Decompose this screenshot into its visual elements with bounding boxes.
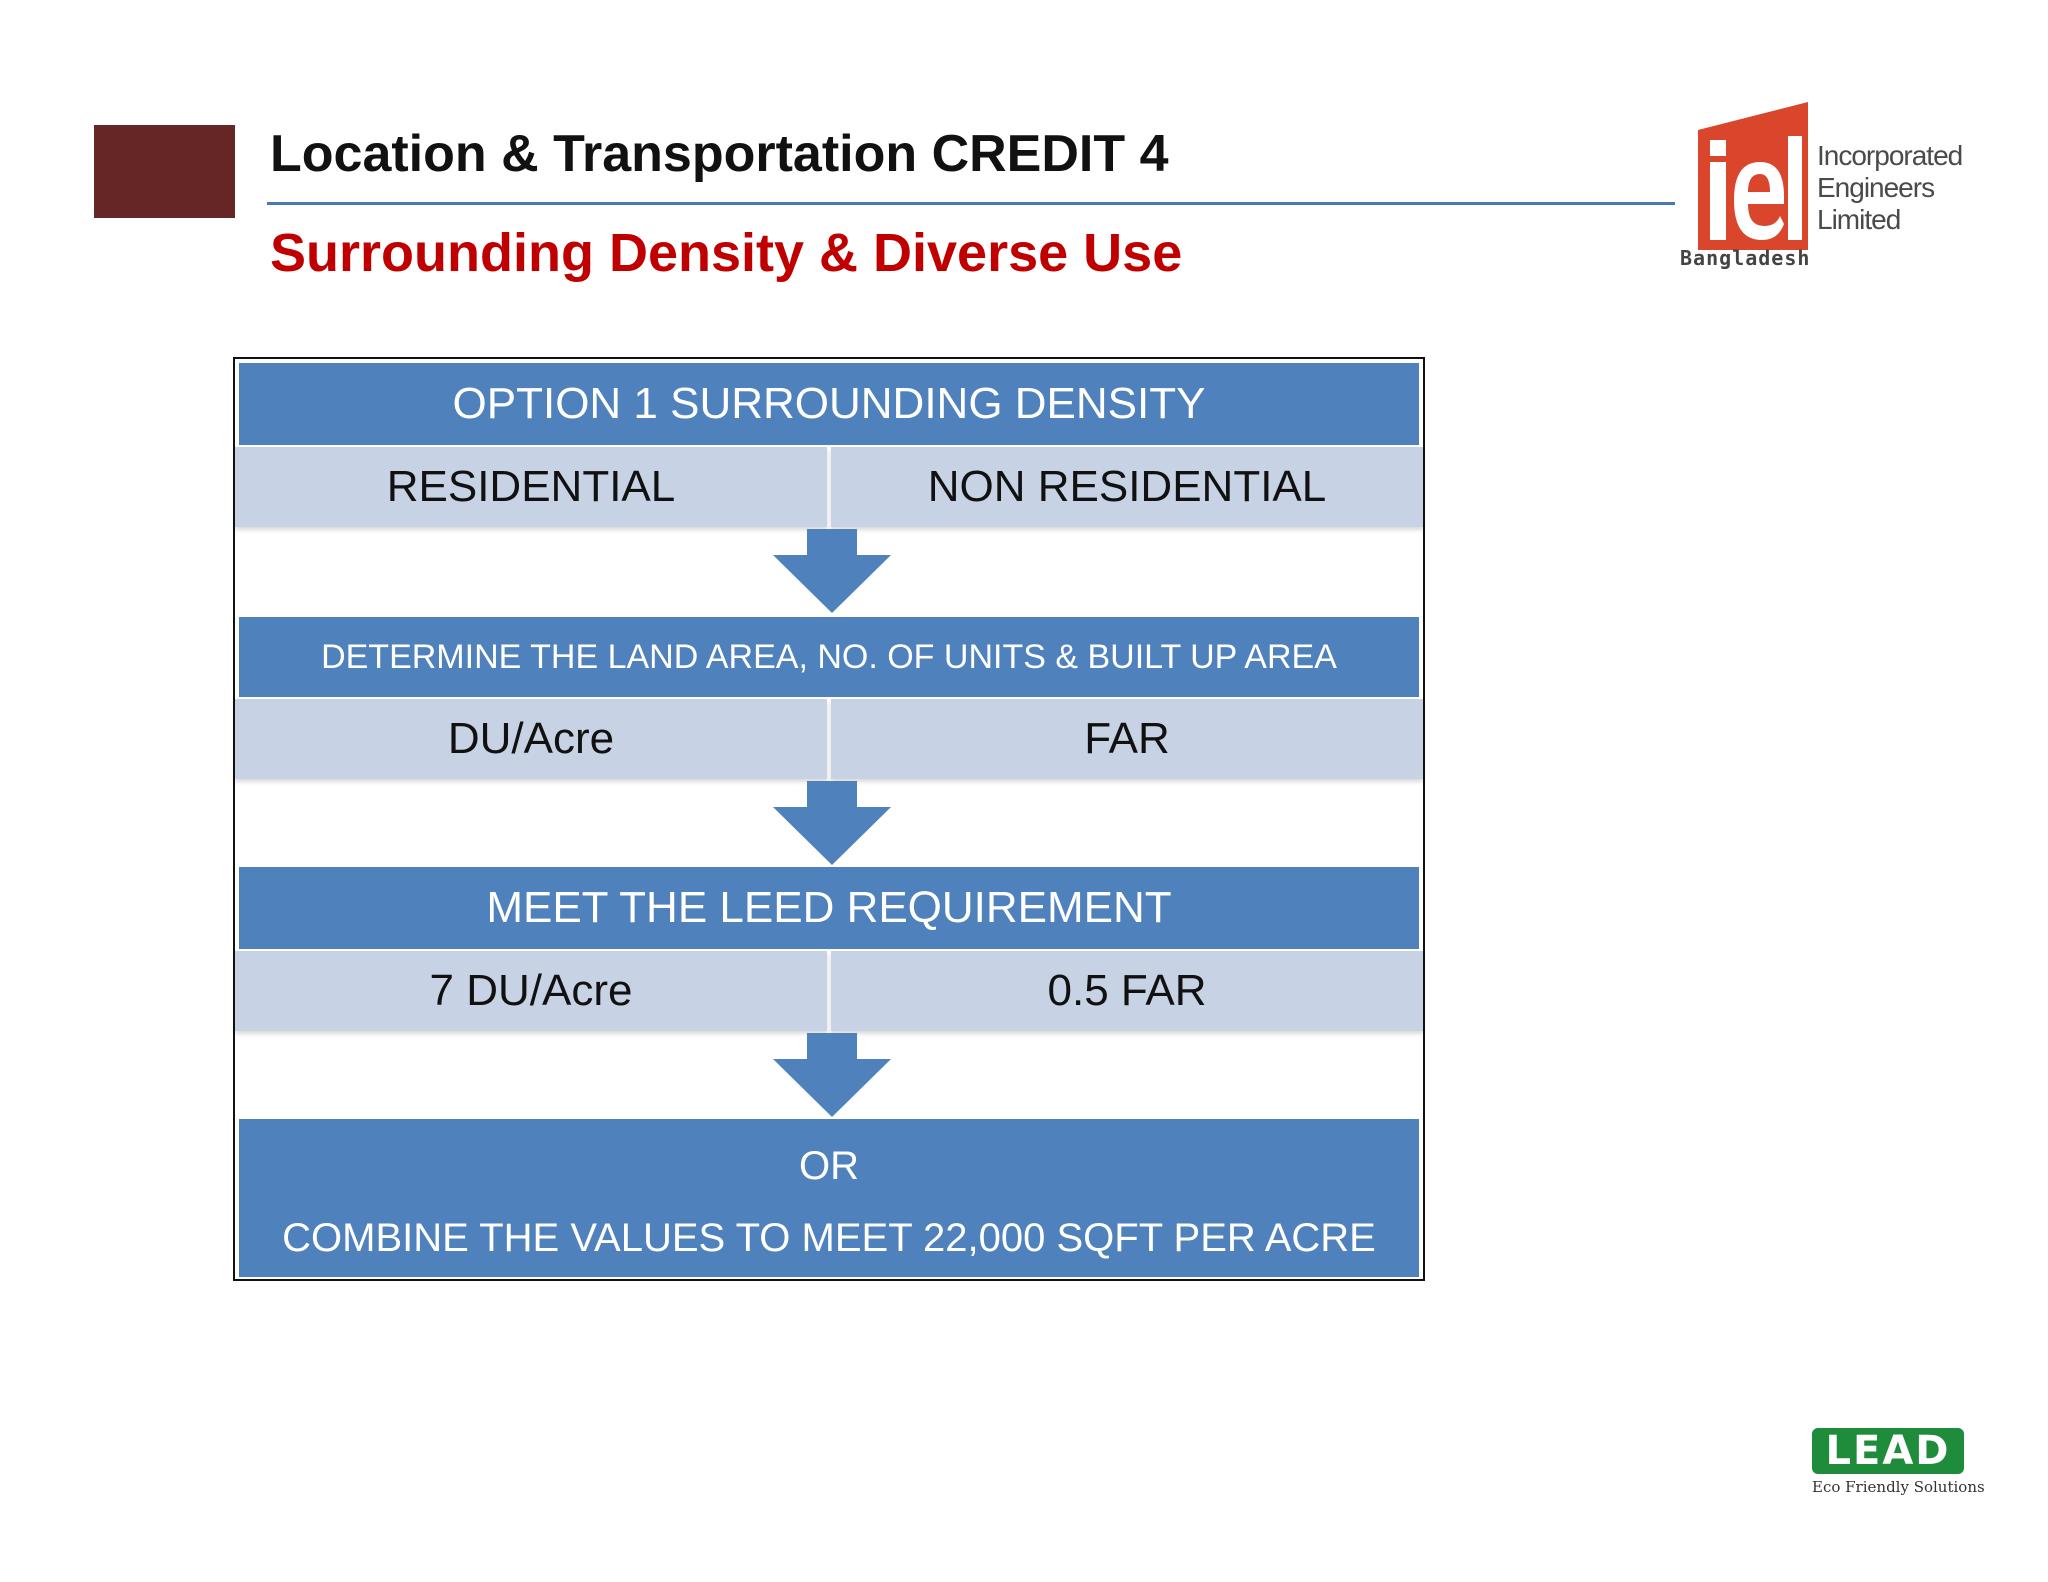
- iel-logo: [1680, 100, 1980, 275]
- page-subtitle: Surrounding Density & Diverse Use: [270, 223, 1183, 283]
- requirement-step-band: MEET THE LEED REQUIREMENT: [239, 867, 1419, 949]
- lead-tagline: Eco Friendly Solutions: [1812, 1478, 1985, 1496]
- determine-step-band: DETERMINE THE LAND AREA, NO. OF UNITS & BUILT UP AREA: [239, 617, 1419, 697]
- or-label: OR: [799, 1144, 859, 1188]
- down-arrow-icon: [773, 529, 891, 613]
- iel-logo-mark-icon: [1680, 100, 1810, 255]
- combine-values-text: COMBINE THE VALUES TO MEET 22,000 SQFT PER ACRE: [282, 1216, 1376, 1260]
- iel-name-line-1: Incorporated: [1817, 140, 1963, 171]
- iel-company-name: [1817, 140, 1962, 236]
- option-header-band: OPTION 1 SURROUNDING DENSITY: [239, 363, 1419, 445]
- far-requirement-cell: 0.5 FAR: [831, 951, 1423, 1031]
- lead-badge: LEAD: [1812, 1428, 1964, 1474]
- du-acre-cell: DU/Acre: [235, 699, 827, 779]
- residential-cell: RESIDENTIAL: [235, 447, 827, 527]
- page-title: Location & Transportation CREDIT 4: [270, 125, 1169, 183]
- lead-logo: [1812, 1428, 1985, 1498]
- down-arrow-icon: [773, 781, 891, 865]
- title-divider: [267, 202, 1675, 205]
- metric-row: [235, 699, 1423, 779]
- du-requirement-cell: 7 DU/Acre: [235, 951, 827, 1031]
- down-arrow-icon: [773, 1033, 891, 1117]
- iel-country: Bangladesh: [1680, 246, 1811, 270]
- far-cell: FAR: [831, 699, 1423, 779]
- iel-name-line-3: Limited: [1817, 204, 1901, 235]
- iel-name-line-2: Engineers: [1817, 172, 1935, 203]
- title-accent-block: [94, 125, 235, 218]
- combine-values-band: [239, 1119, 1419, 1277]
- surrounding-density-flowchart: [233, 357, 1425, 1281]
- category-row: [235, 447, 1423, 527]
- non-residential-cell: NON RESIDENTIAL: [831, 447, 1423, 527]
- requirement-row: [235, 951, 1423, 1031]
